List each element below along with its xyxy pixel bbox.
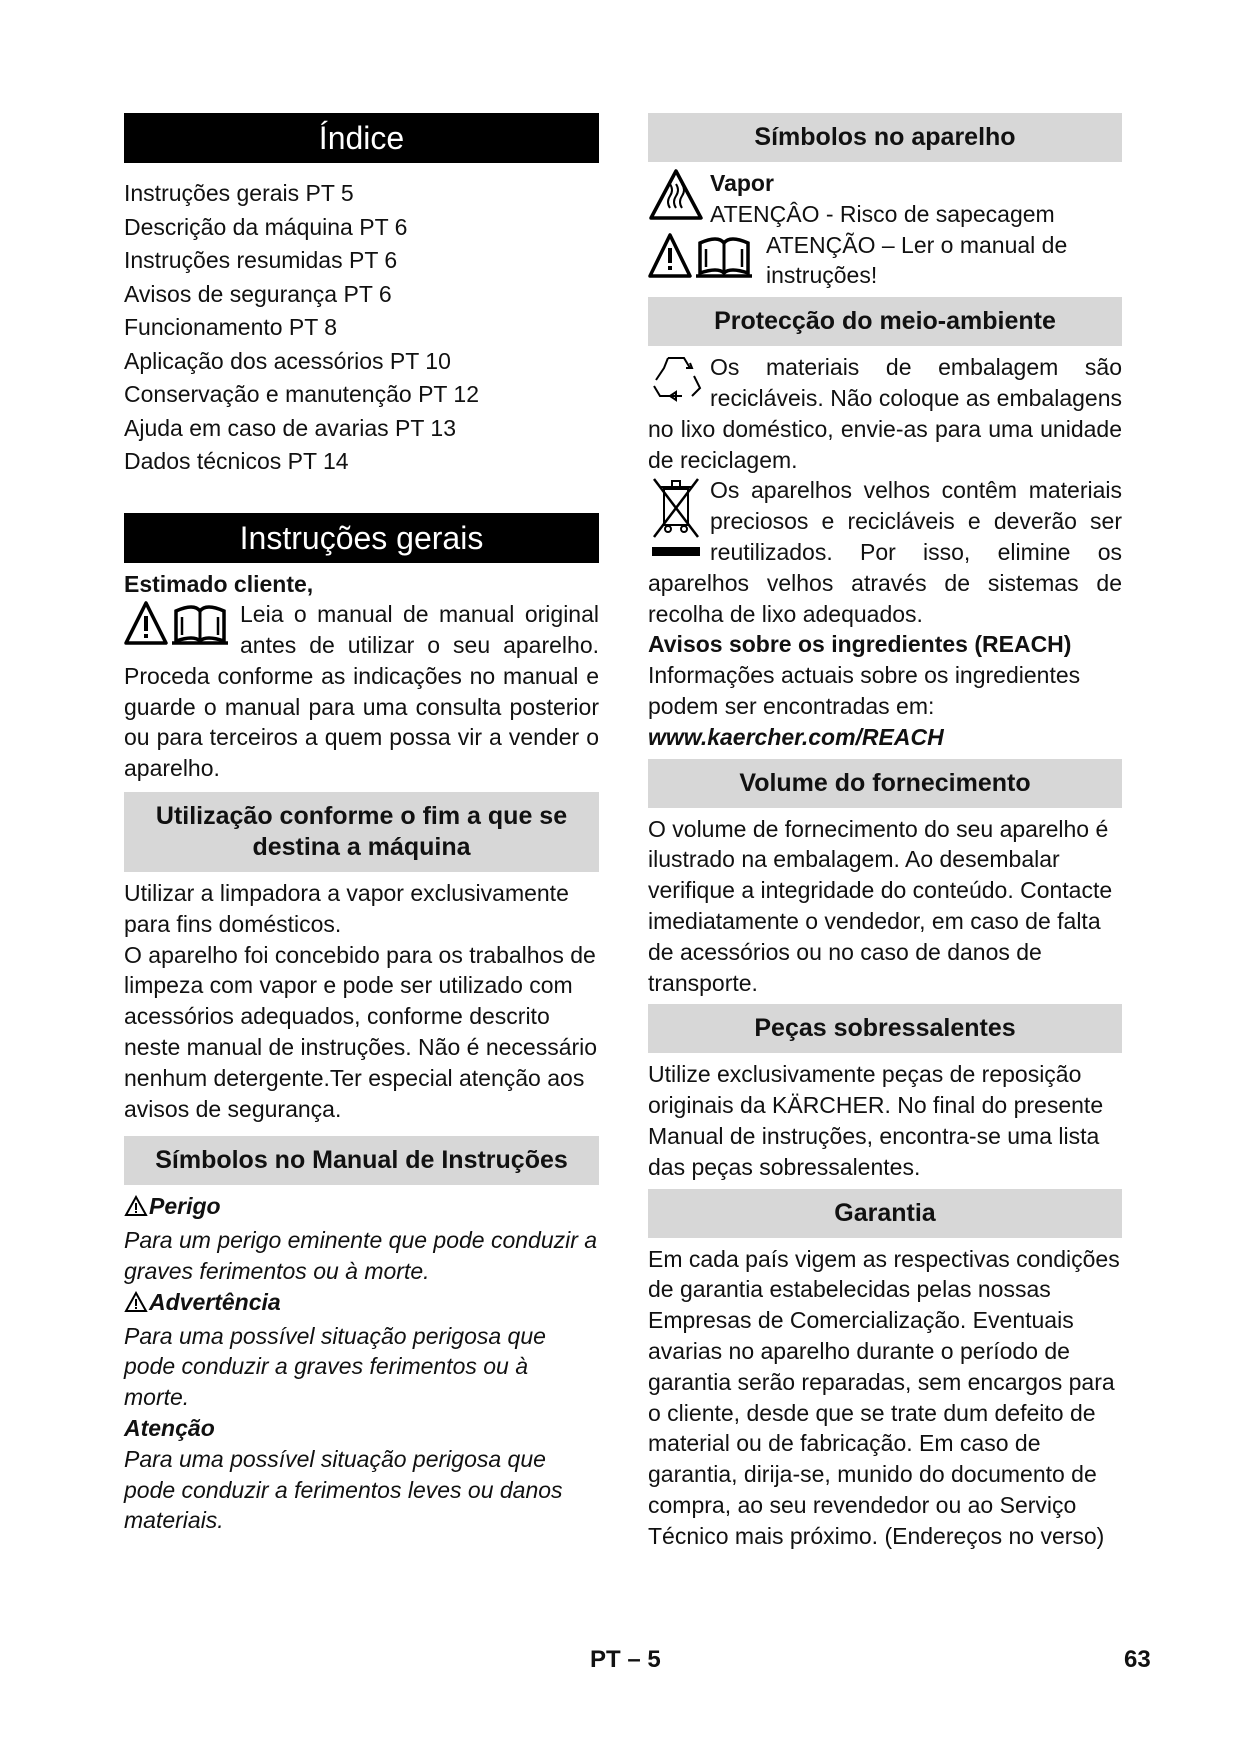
table-of-contents xyxy=(124,177,599,479)
reach-label: Avisos sobre os ingredientes (REACH) xyxy=(648,631,1072,658)
vapor-block xyxy=(648,168,1122,230)
leia-block xyxy=(124,599,599,784)
indice-heading: Índice xyxy=(124,113,599,163)
garantia-text: Em cada país vigem as respectivas condições de garantia estabelecidas pelas nossas Empresas de Comercialização. Eventuais avarias no aparelho durante o período de garantia serão reparadas, sem encargos para o cliente, desde que se trate dum defeito de material ou de fabricação. Em caso de garantia, dirija-se, munido do documento de compra, ao seu revendedor ou ao Serviço Técnico mais próximo. (Endereços no verso) xyxy=(648,1245,1120,1549)
warning-icon xyxy=(124,1194,148,1225)
toc-item[interactable]: Avisos de segurança PT 6 xyxy=(124,280,392,307)
reach-url-link[interactable]: www.kaercher.com/REACH xyxy=(648,723,944,750)
utilizacao-paragraph-1: Utilizar a limpadora a vapor exclusivamente para fins domésticos. xyxy=(124,880,569,937)
wee-block xyxy=(648,475,1122,629)
toc-item[interactable]: Funcionamento PT 8 xyxy=(124,314,338,340)
simbolos-manual-heading: Símbolos no Manual de Instruções xyxy=(124,1136,599,1185)
reciclagem-block xyxy=(648,352,1122,475)
perigo-label: Perigo xyxy=(149,1193,221,1220)
warning-book-icon xyxy=(124,599,234,649)
perigo-text: Para um perigo eminente que pode conduzir a graves ferimentos ou à morte. xyxy=(124,1227,598,1285)
estimado-cliente: Estimado cliente, xyxy=(124,570,314,597)
perigo-label-line xyxy=(124,1191,599,1225)
toc-item[interactable]: Dados técnicos PT 14 xyxy=(124,448,349,474)
atencao-text: Para uma possível situação perigosa que pode conduzir a ferimentos leves ou danos materiais. xyxy=(124,1445,563,1534)
page-number: 63 xyxy=(1124,1646,1151,1673)
vapor-text: ATENÇÂO - Risco de sapecagem xyxy=(710,200,1055,227)
ler-manual-block xyxy=(648,230,1122,292)
toc-item[interactable]: Conservação e manutenção PT 12 xyxy=(124,381,480,407)
pecas-text: Utilize exclusivamente peças de reposição originais da KÄRCHER. No final do presente Manual de instruções, encontra-se uma lista das peças sobressalentes. xyxy=(648,1061,1104,1180)
toc-item[interactable]: Instruções gerais PT 5 xyxy=(124,180,354,206)
right-column xyxy=(648,113,1122,1551)
advertencia-label-line xyxy=(124,1287,599,1321)
atencao-label: Atenção xyxy=(124,1415,215,1442)
advertencia-label: Advertência xyxy=(149,1288,281,1315)
volume-text: O volume de fornecimento do seu aparelho é ilustrado na embalagem. Ao desembalar verifique a integridade do conteúdo. Contacte imediatamente o vendedor, em caso de falta de acessórios ou no caso de danos de transporte. xyxy=(648,815,1113,996)
volume-heading: Volume do fornecimento xyxy=(648,759,1122,808)
pecas-heading: Peças sobressalentes xyxy=(648,1004,1122,1053)
ler-manual-text: ATENÇÃO – Ler o manual de instruções! xyxy=(766,231,1068,289)
ambiente-paragraph-1: Os materiais de embalagem são recicláveis. Não coloque as embalagens no lixo doméstico, envie-as para uma unidade de reciclagem. xyxy=(648,354,1122,473)
recycle-icon xyxy=(648,352,704,402)
utilizacao-paragraph-2: O aparelho foi concebido para os trabalhos de limpeza com vapor e pode ser utilizado com acessórios adequados, conforme descrito neste manual de instruções. Não é necessário nenhum detergente.Ter especial atenção aos avisos de segurança. xyxy=(124,941,598,1122)
steam-warning-icon xyxy=(648,168,704,222)
simbolos-aparelho-heading: Símbolos no aparelho xyxy=(648,113,1122,162)
leia-text: Leia o manual de manual original antes de utilizar o seu aparelho. Proceda conforme as indicações no manual e guarde o manual para uma consulta posterior ou para terceiros a quem possa vir a vender o aparelho. xyxy=(124,601,599,782)
advertencia-text: Para uma possível situação perigosa que pode conduzir a graves ferimentos ou à morte. xyxy=(124,1322,546,1411)
toc-item[interactable]: Descrição da máquina PT 6 xyxy=(124,213,408,240)
left-column xyxy=(124,113,599,1536)
utilizacao-heading: Utilização conforme o fim a que se destina a máquina xyxy=(124,792,599,872)
warning-icon xyxy=(124,1290,148,1321)
garantia-heading: Garantia xyxy=(648,1189,1122,1238)
toc-item[interactable]: Instruções resumidas PT 6 xyxy=(124,247,398,273)
reach-text: Informações actuais sobre os ingredientes podem ser encontradas em: xyxy=(648,662,1081,719)
toc-item[interactable]: Aplicação dos acessórios PT 10 xyxy=(124,347,451,374)
vapor-label: Vapor xyxy=(710,170,774,196)
footer-section: PT – 5 xyxy=(590,1646,661,1673)
ambiente-paragraph-2: Os aparelhos velhos contêm materiais preciosos e recicláveis e deverão ser reutilizados. Por isso, elimine os aparelhos velhos através de sistemas de recolha de lixo adequados. xyxy=(648,477,1122,627)
ambiente-heading: Protecção do meio-ambiente xyxy=(648,297,1122,346)
toc-item[interactable]: Ajuda em caso de avarias PT 13 xyxy=(124,414,456,441)
instrucoes-gerais-heading: Instruções gerais xyxy=(124,513,599,563)
warning-book-icon xyxy=(648,230,760,282)
crossed-bin-icon xyxy=(648,475,704,561)
